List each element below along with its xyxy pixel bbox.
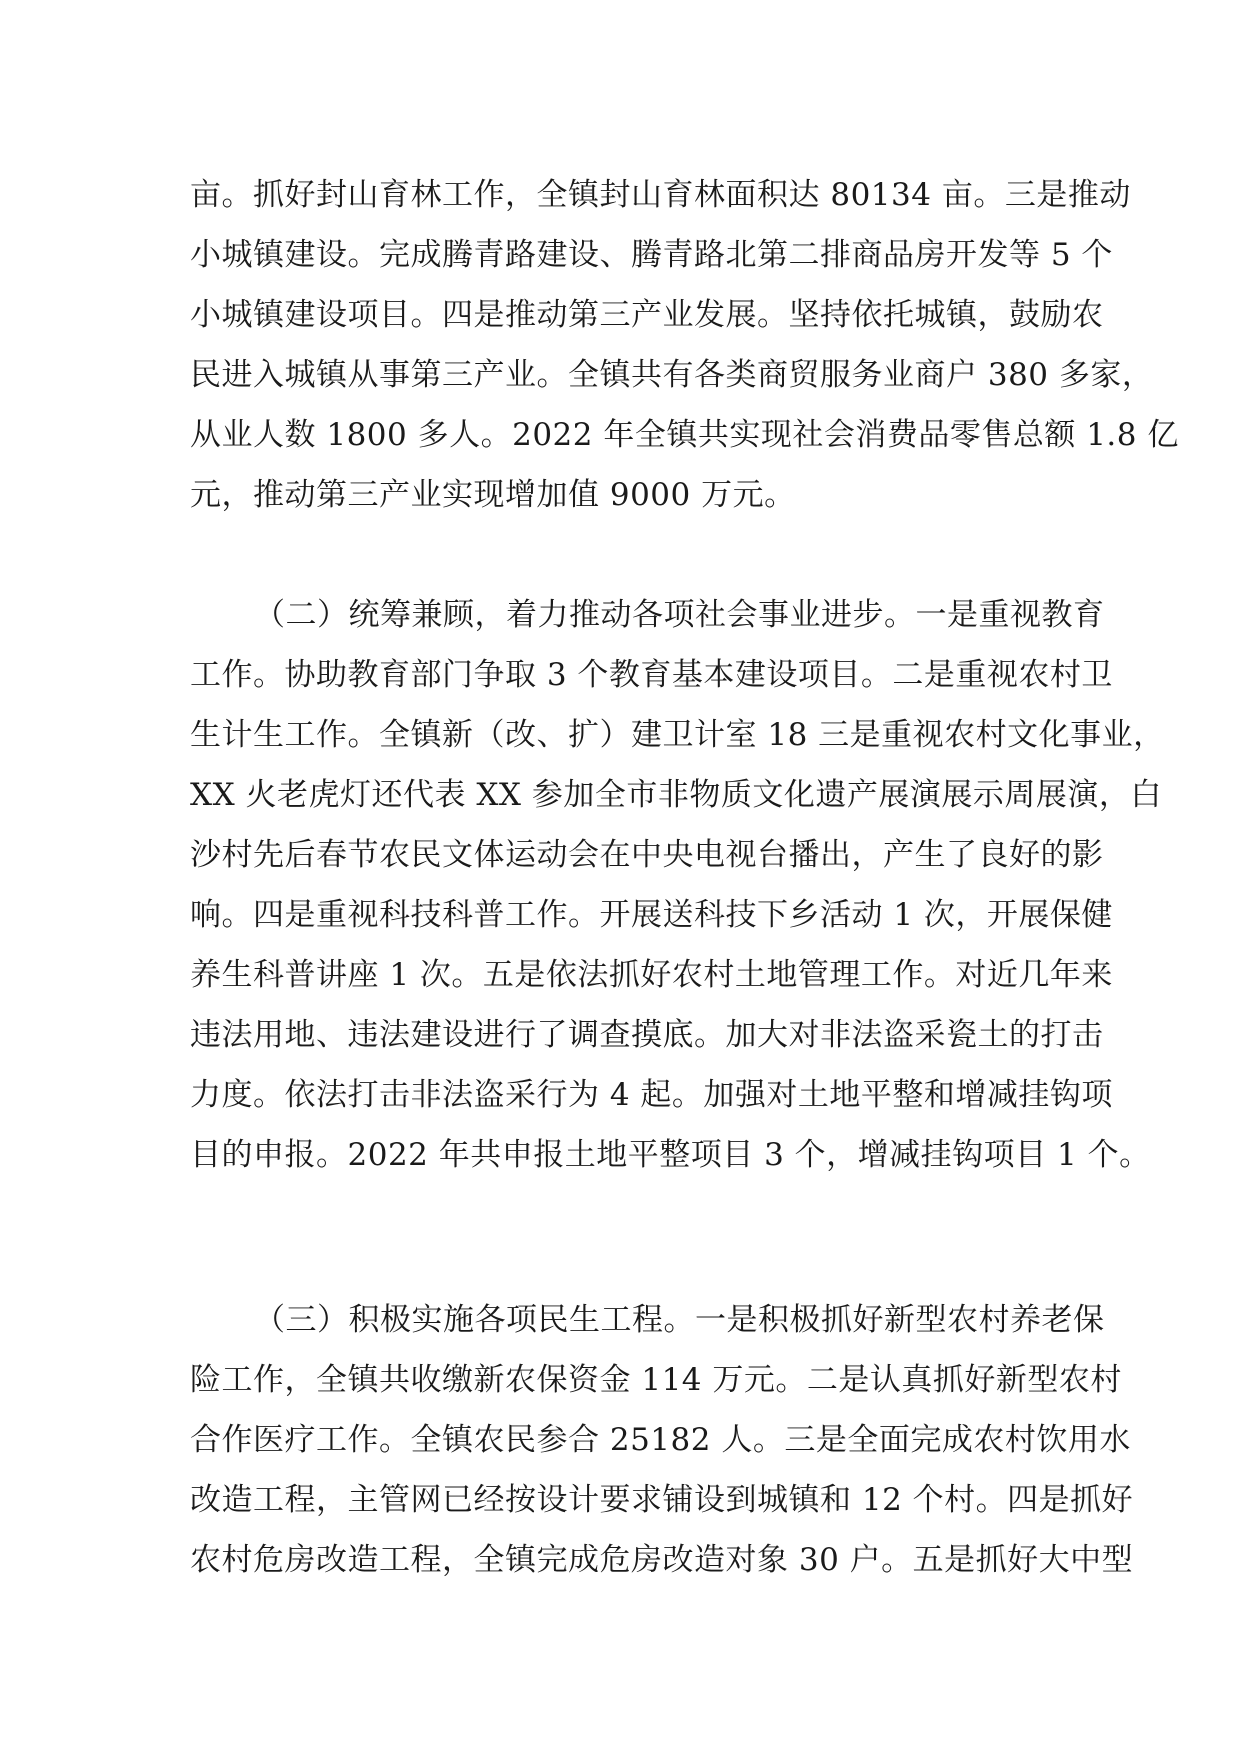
text-line: 农村危房改造工程，全镇完成危房改造对象 30 户。五是抓好大中型 bbox=[190, 1542, 1134, 1578]
paragraph-livelihood-projects bbox=[190, 1290, 1134, 1590]
text-line: 元，推动第三产业实现增加值 9000 万元。 bbox=[190, 477, 796, 513]
text-line: XX 火老虎灯还代表 XX 参加全市非物质文化遗产展演展示周展演，白 bbox=[190, 777, 1162, 813]
paragraph-economy-continued bbox=[190, 165, 1179, 525]
text-line: 生计生工作。全镇新（改、扩）建卫计室 18 三是重视农村文化事业， bbox=[190, 717, 1165, 753]
text-line: 民进入城镇从事第三产业。全镇共有各类商贸服务业商户 380 多家， bbox=[190, 357, 1154, 393]
text-line: 险工作，全镇共收缴新农保资金 114 万元。二是认真抓好新型农村 bbox=[190, 1362, 1122, 1398]
paragraph-social-affairs bbox=[190, 585, 1165, 1185]
text-line: 从业人数 1800 多人。2022 年全镇共实现社会消费品零售总额 1.8 亿 bbox=[190, 417, 1179, 453]
text-line: 工作。协助教育部门争取 3 个教育基本建设项目。二是重视农村卫 bbox=[190, 657, 1113, 693]
text-line: 亩。抓好封山育林工作，全镇封山育林面积达 80134 亩。三是推动 bbox=[190, 177, 1131, 213]
text-line: 目的申报。2022 年共申报土地平整项目 3 个，增减挂钩项目 1 个。 bbox=[190, 1137, 1151, 1173]
text-line: 养生科普讲座 1 次。五是依法抓好农村土地管理工作。对近几年来 bbox=[190, 957, 1113, 993]
text-line: 小城镇建设项目。四是推动第三产业发展。坚持依托城镇，鼓励农 bbox=[190, 297, 1104, 333]
text-line: 响。四是重视科技科普工作。开展送科技下乡活动 1 次，开展保健 bbox=[190, 897, 1113, 933]
text-line: 违法用地、违法建设进行了调查摸底。加大对非法盗采瓷土的打击 bbox=[190, 1017, 1104, 1053]
text-line: 小城镇建设。完成腾青路建设、腾青路北第二排商品房开发等 5 个 bbox=[190, 237, 1113, 273]
text-line: 合作医疗工作。全镇农民参合 25182 人。三是全面完成农村饮用水 bbox=[190, 1422, 1131, 1458]
text-line-first: （二）统筹兼顾，着力推动各项社会事业进步。一是重视教育 bbox=[254, 597, 1105, 633]
text-line: 力度。依法打击非法盗采行为 4 起。加强对土地平整和增减挂钩项 bbox=[190, 1077, 1113, 1113]
text-line: 沙村先后春节农民文体运动会在中央电视台播出，产生了良好的影 bbox=[190, 837, 1104, 873]
text-line-first: （三）积极实施各项民生工程。一是积极抓好新型农村养老保 bbox=[254, 1302, 1105, 1338]
text-line: 改造工程，主管网已经按设计要求铺设到城镇和 12 个村。四是抓好 bbox=[190, 1482, 1134, 1518]
